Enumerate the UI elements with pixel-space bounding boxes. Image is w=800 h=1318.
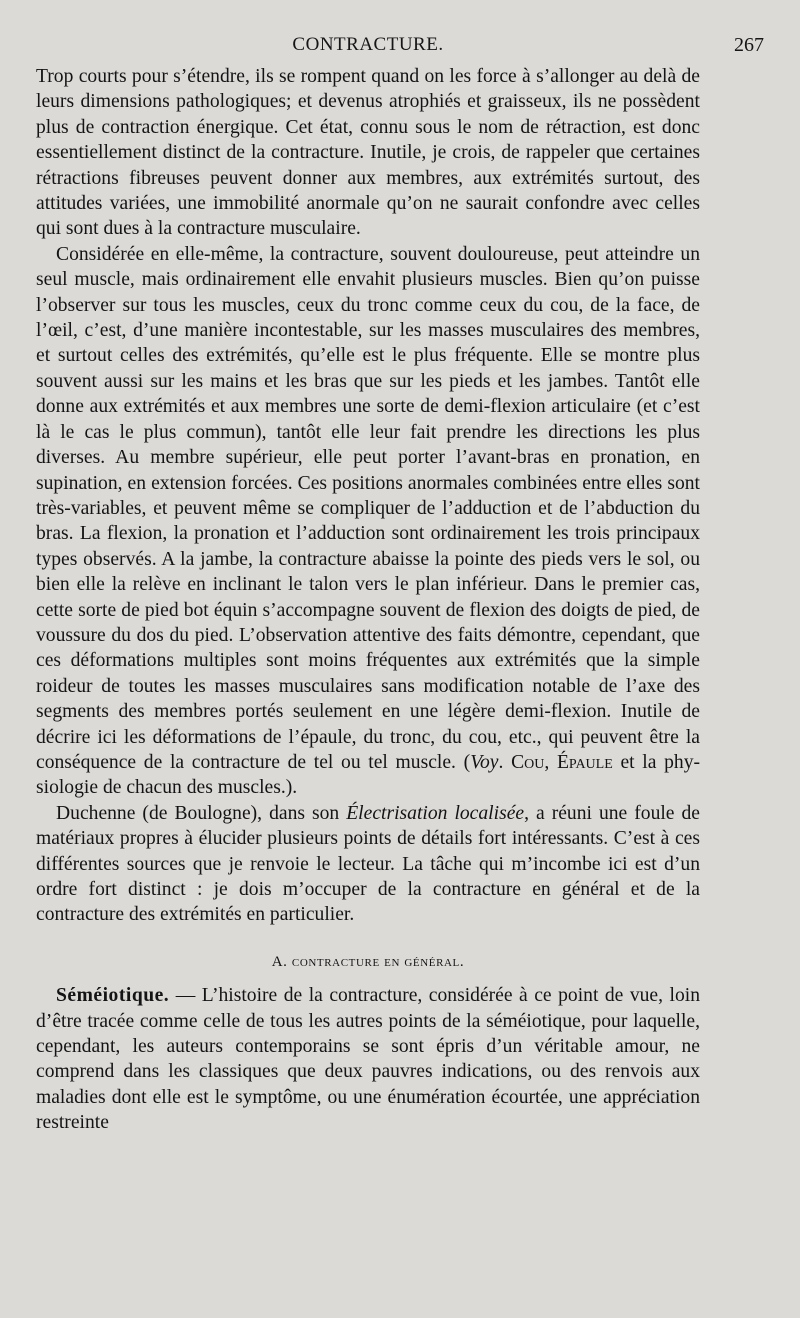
paragraph-text: Considérée en elle-même, la contracture, souvent douloureuse, peut atteindre un seul muscle, mais ordinairement elle envahit plusieurs muscles. Bien qu’on puisse l’observer sur tous les muscles, ceux du tronc comme ceux du cou, de la face, de l’œil, c’est, d’une manière incontestable, sur les masses musculaires des membres, et surtout celles des extrémités, qu’elle est le plus fréquente. Elle se montre plus souvent aussi sur les mains et les bras que sur les pieds et les jambes. Tantôt elle donne aux extrémités et aux membres une sorte de demi-flexion articulaire (et c’est là le cas le plus commun), tantôt elle leur fait prendre les directions les plus diverses. Au membre supérieur, elle peut porter l’avant-bras en pronation, en supination, en extension forcées. Ces positions anormales combinées entre elles sont très-variables, et peuvent même se compliquer de l’adduction et de l’abduction du bras. La flexion, la pronation et l’adduction sont ordinairement les trois principaux types observés. A la jambe, la contracture abaisse la pointe des pieds vers le sol, ou bien elle la relève en inclinant le talon vers le plan inférieur. Dans le premier cas, cette sorte de pied bot équin s’accompagne souvent de flexion des doigts de pied, de voussure du dos du pied. L’observation attentive des faits démontre, cependant, que ces déformations multiples sont moins fréquentes aux extrémités que la simple roideur de toutes les masses musculaires sans modification notable de l’axe des segments des membres portés seulement en une légère demi-flexion. Inutile de décrire ici les déformations de l’épaule, du tronc, du cou, etc., qui peuvent être la conséquence de la contracture de tel ou tel muscle. xyxy=(36,243,700,773)
section-heading xyxy=(36,950,700,975)
reference-open: ( xyxy=(455,751,471,773)
page-number: 267 xyxy=(734,34,764,56)
semeiotique-text: — L’histoire de la contracture, considérée à ce point de vue, loin d’être tracée comme celle de tous les autres points de la séméiotique, pour laquelle, cependant, les auteurs contemporains se sont épris d’un véritable amour, ne comprend dans les classiques que deux pauvres indications, ou des renvois aux maladies dont elle est le symptôme, ou une énumération écourtée, une appréciation restreinte xyxy=(36,985,700,1134)
paragraph-contracture-description xyxy=(36,242,700,801)
paragraph-duchenne xyxy=(36,801,700,928)
book-title: Électrisation localisée xyxy=(346,802,525,824)
reference-cou: Cou xyxy=(511,751,545,773)
paragraph-semeiotique xyxy=(36,983,700,1135)
section-letter: A. xyxy=(271,953,288,970)
reference-dot: . xyxy=(498,751,512,773)
reference-epaule: Épaule xyxy=(556,751,613,773)
semeiotique-label: Séméiotique. xyxy=(56,985,170,1007)
voy-abbrev: Voy xyxy=(470,751,499,773)
paragraph-retraction: Trop courts pour s’étendre, ils se rompent quand on les force à s’allonger au delà de leurs dimensions pathologiques; et devenus atrophiés et graisseux, ils ne possèdent plus de contraction énergique. Cet état, connu sous le nom de rétraction, est donc essentiellement distinct de la contracture. Inutile, je crois, de rappeler que certaines rétractions fibreuses peuvent donner aux membres, aux extrémités surtout, des attitudes variées, une immobilité anormale qu’on ne saurait confondre avec celles qui sont dues à la contracture musculaire. xyxy=(36,66,700,240)
running-head: CONTRACTURE. xyxy=(292,34,444,55)
reference-close: et la physiologie de chacun des muscles.). xyxy=(36,751,701,799)
reference-separator: , xyxy=(544,751,557,773)
duchenne-text-after: , a réuni une foule de matériaux propres à élucider plusieurs points de détails fort intéressants. C’est à ces différentes sources que je renvoie le lecteur. La tâche qui m’incombe ici est d’un ordre fort distinct : je dois m’occuper de la contracture en général et de la contracture des extrémités en particulier. xyxy=(36,802,701,926)
page-header xyxy=(36,34,764,64)
body-text xyxy=(36,64,700,1136)
section-title: contracture en général. xyxy=(291,953,465,970)
duchenne-text-before: Duchenne (de Boulogne), dans son xyxy=(56,802,347,824)
